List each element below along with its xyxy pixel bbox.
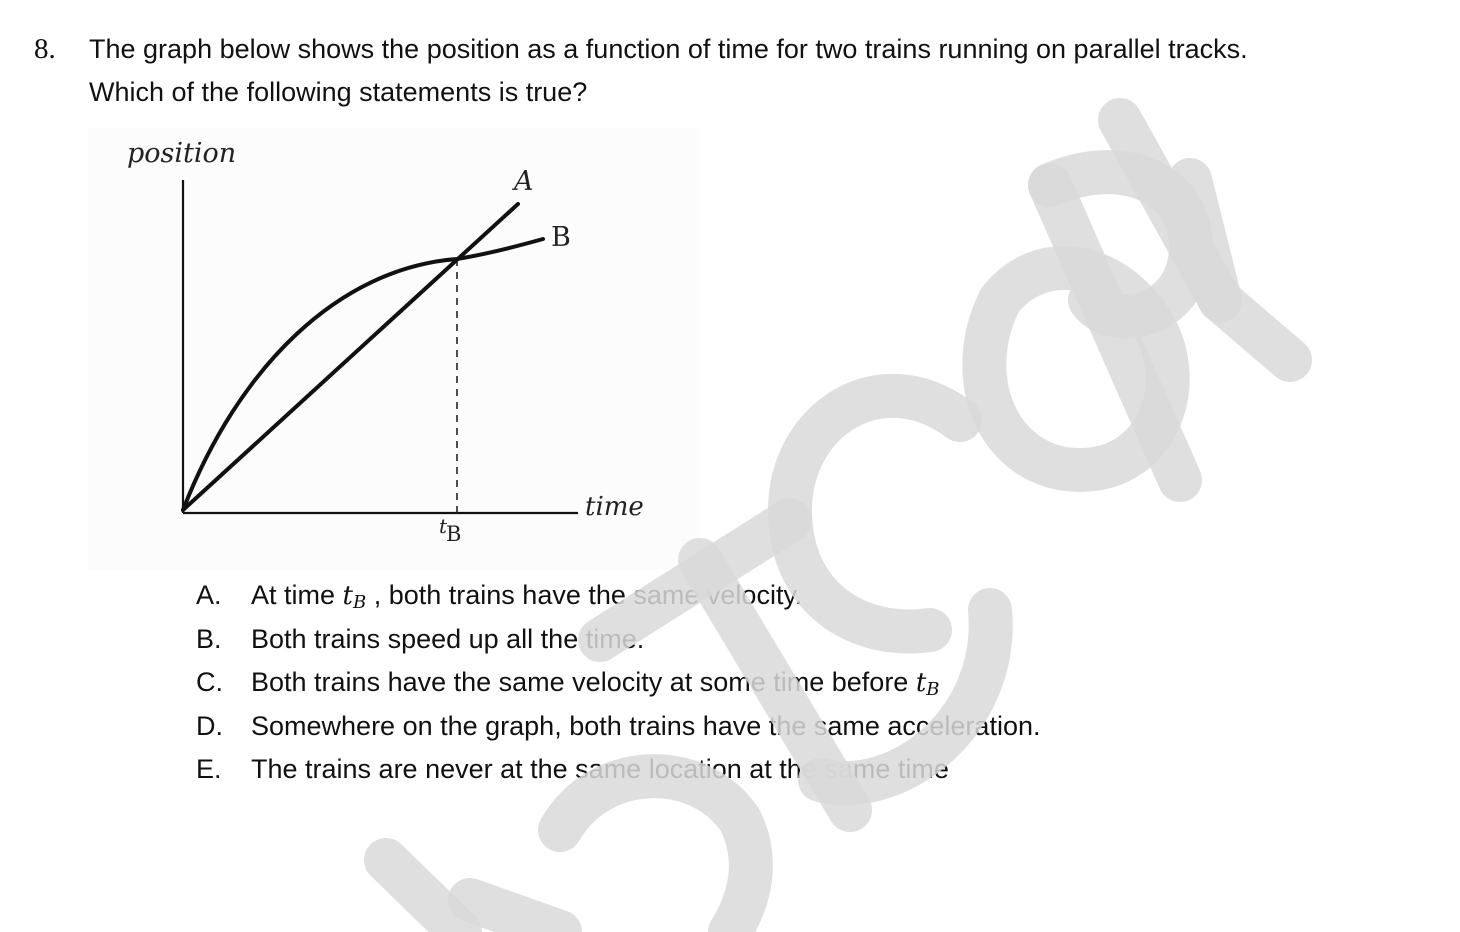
choice-letter: B. [196,623,222,654]
choice-letter: C. [196,667,223,697]
position-time-graph [88,128,700,570]
tb-tick-sub: B [446,522,462,546]
choice-text-after: , both trains have the same velocity. [366,580,803,610]
x-axis-label: time [585,492,644,522]
train-b-curve [183,239,543,510]
watermark-o [560,776,751,932]
tb-tick-main: t [439,514,448,538]
watermark-p-stem [1050,185,1180,480]
question-number: 8. [34,33,56,65]
choice-math-var: t [342,581,353,611]
choice-letter: D. [196,710,223,741]
watermark-o-2 [984,268,1167,470]
question-text-line-2: Which of the following statements is true? [89,77,588,107]
choice-letter: A. [196,580,222,610]
choice-text: Both trains speed up all the time. [251,623,645,654]
question-text-line-1: The graph below shows the position as a function of time for two trains running on parallel tracks. [89,34,1248,64]
watermark-p-bowl [1050,172,1191,316]
watermark-c [790,396,960,632]
choice-math-var: t [915,668,927,698]
choice-math [916,668,940,698]
watermark-y-left [1120,120,1290,360]
train-a-line [183,204,518,510]
choice-math-sub: B [926,679,940,700]
choice-math-sub: B [352,592,367,613]
watermark-n-stroke-1 [386,860,460,932]
choice-math [343,581,367,611]
choice-text: Somewhere on the graph, both trains have the same acceleration. [251,710,1041,741]
y-axis-label: position [127,138,237,169]
choice-text-before: Both trains have the same velocity at some time before [251,667,916,697]
choice-letter: E. [196,754,222,784]
choice-text: The trains are never at the same location at the same time [251,754,949,784]
choice-text-before: At time [251,580,343,610]
watermark-y-right [1190,180,1220,300]
series-a-label: A [514,166,534,197]
watermark-n-stroke-2 [470,900,560,932]
tb-tick-label [439,513,462,546]
series-b-label: B [551,222,571,253]
